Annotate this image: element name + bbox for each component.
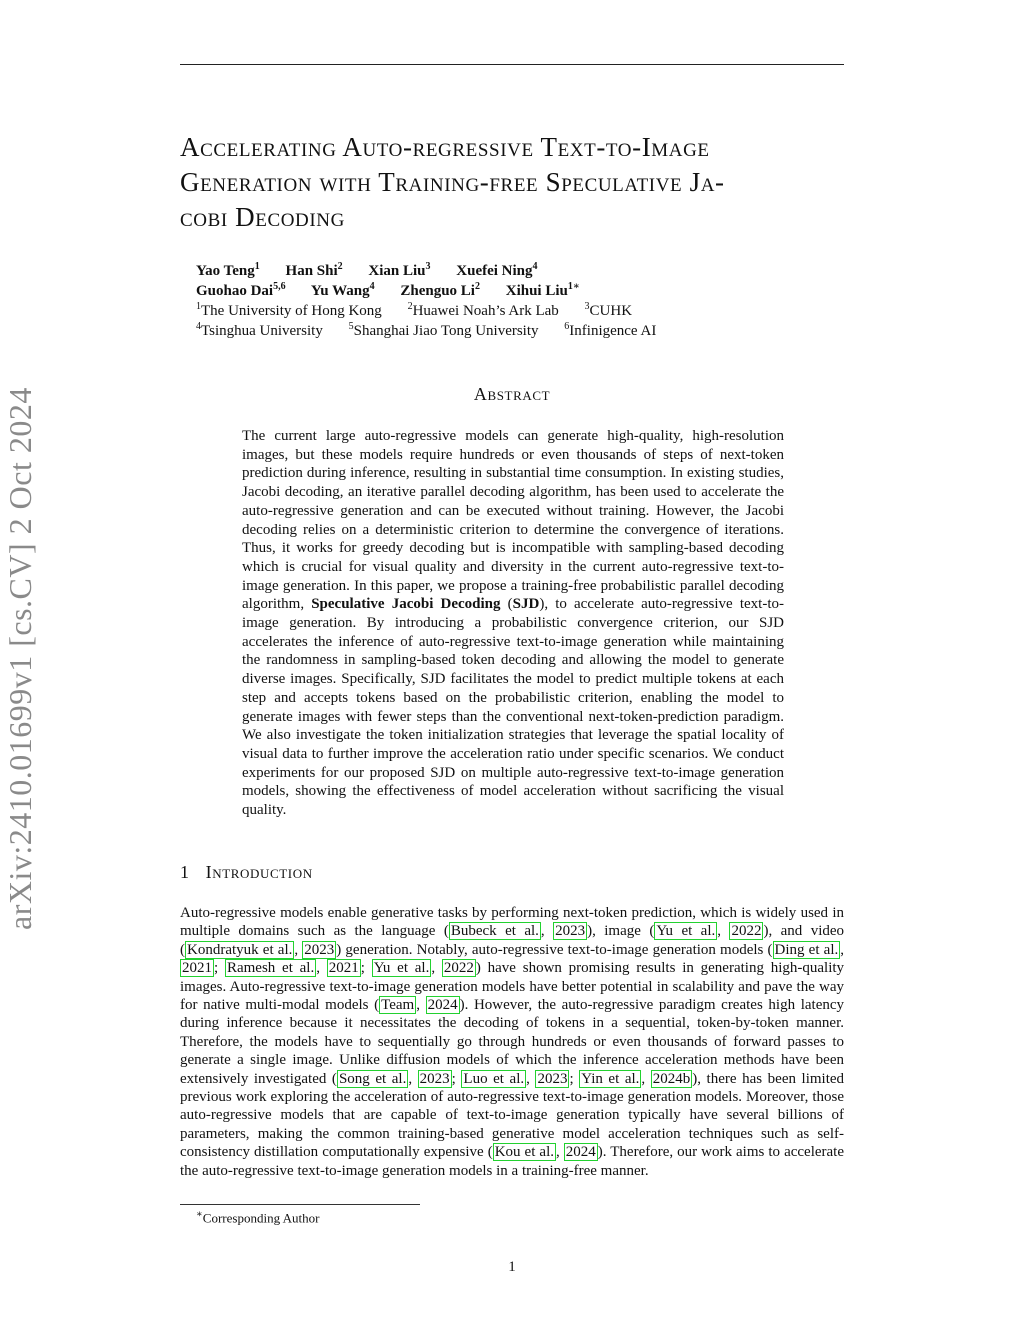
citation-year-link[interactable]: 2022 <box>443 960 474 977</box>
author: Xuefei Ning$^4$ <box>456 261 538 279</box>
citation-link[interactable]: Ding et al. <box>774 941 839 958</box>
affiliations-line-1 <box>196 301 654 320</box>
affiliation: $^1$The University of Hong Kong <box>196 301 382 319</box>
page-number: 1 <box>508 1259 516 1275</box>
affiliation: $^6$Infinigence AI <box>564 321 657 339</box>
title-line-2: Generation with Training-free Speculative Ja- <box>180 167 725 197</box>
citation-year-link[interactable]: 2023 <box>537 1070 568 1087</box>
section-number: 1 <box>180 862 190 882</box>
author: Zhenguo Li$^2$ <box>400 281 480 299</box>
author: Xian Liu$^3$ <box>368 261 431 279</box>
method-name: Speculative Jacobi Decoding <box>311 596 501 613</box>
author: Guohao Dai$^{5,6}$ <box>196 281 286 299</box>
method-abbr: SJD <box>512 596 540 613</box>
author: Han Shi$^2$ <box>285 261 343 279</box>
author: Yu Wang$^4$ <box>310 281 375 299</box>
authors-line-1 <box>196 261 560 280</box>
citation-year-link[interactable]: 2021 <box>182 960 212 977</box>
intro-body: Auto-regressive models enable generative tasks by performing next-token prediction, which is widely used in multiple domains such as the language ( Bubeck et al. , 2023 ), image ( Yu et al. , 2022 ), and video ( Kondratyuk et al. , 2023 ) generation. Notably, auto-regressive text-to-image generation models ( Ding et al. , 2021 ; Ramesh et al. , 2021 ; Yu et al. , 2022 ) have shown promising results in generating high-quality images. Auto-regressive text-to-image generation models have better potential in scalability and pave the way for native multi-modal models ( Team , 2024 ). However, the auto-regressive paradigm creates high latency during inference because it necessitates the decoding of tokens in a sequential, token-by-token manner. Therefore, the models have to sequentially go through hundreds or even thousands of forward passes to generate a single image. Unlike diffusion models of which the inference acceleration methods have been extensively investigated ( Song et al. , 2023 ; Luo et al. , 2023 ; Yin et al. , 2024b ), there has been limited previous work exploring the acceleration of auto-regressive text-to-image generation models. Moreover, those auto-regressive models that are capable of text-to-image generation typically have several billions of parameters, making the common training-based generative model acceleration techniques such as self-consistency distillation computationally expensive ( Kou et al. , 2024 ). Therefore, our work aims to accelerate the auto-regressive text-to-image generation models in a training-free manner. <box>180 905 845 1179</box>
citation-link[interactable]: Kou et al. <box>494 1144 554 1161</box>
abstract-body: The current large auto-regressive models can generate high-quality, high-resolution images, but these models require hundreds or even thousands of steps of next-token prediction during inference, resulting in substantial time consumption. In existing studies, Jacobi decoding, an iterative parallel decoding algorithm, has been used to accelerate the auto-regressive generation and can be executed without training. However, the Jacobi decoding relies on a deterministic criterion to determine the convergence of iterations. Thus, it works for greedy decoding but is incompatible with sampling-based decoding which is crucial for visual quality and diversity in the current auto-regressive text-to-image generation. In this paper, we propose a training-free probabilistic parallel decoding algorithm, Speculative Jacobi Decoding (SJD), to accelerate auto-regressive text-to-image generation. By introducing a probabilistic convergence criterion, our SJD accelerates the inference of auto-regressive text-to-image generation while maintaining the randomness in sampling-based token decoding and allowing the model to generate diverse images. Specifically, SJD facilitates the model to predict multiple tokens at each step and accepts tokens based on the probabilistic criterion, enabling the model to generate images with fewer steps than the conventional next-token-prediction paradigm. We also investigate the token initialization strategies that leverage the spatial locality of visual data to further improve the acceleration ratio under specific scenarios. We conduct experiments for our proposed SJD on multiple auto-regressive text-to-image generation models, showing the effectiveness of model acceleration without sacrificing the visual quality. <box>242 428 785 819</box>
citation-link[interactable]: Luo et al. <box>463 1070 525 1087</box>
citation-year-link[interactable]: 2021 <box>328 960 359 977</box>
affiliation: $^3$CUHK <box>584 301 633 319</box>
citation-link[interactable]: Kondratyuk et al. <box>187 941 293 958</box>
section-title: Introduction <box>205 862 313 882</box>
author: Xihui Liu$^{1∗}$ <box>505 281 580 299</box>
arxiv-stamp: arXiv:2410.01699v1 [cs.CV] 2 Oct 2024 <box>2 387 38 930</box>
footnote: ∗Corresponding Author <box>196 1209 320 1226</box>
intro-heading <box>180 862 313 883</box>
affiliation: $^2$Huawei Noah’s Ark Lab <box>407 301 559 319</box>
citation-link[interactable]: Yu et al. <box>656 923 716 940</box>
citation-year-link[interactable]: 2024 <box>427 997 458 1014</box>
title-line-3: cobi Decoding <box>180 202 345 232</box>
citation-link[interactable]: Song et al. <box>338 1070 407 1087</box>
paper-title <box>180 130 860 235</box>
author: Yao Teng$^1$ <box>196 261 260 279</box>
affiliation: $^5$Shanghai Jiao Tong University <box>348 321 539 339</box>
affiliations-line-2 <box>196 321 678 340</box>
citation-year-link[interactable]: 2023 <box>555 923 586 940</box>
affiliation: $^4$Tsinghua University <box>196 321 323 339</box>
title-line-1: Accelerating Auto-regressive Text-to-Image <box>180 132 710 162</box>
citation-year-link[interactable]: 2024 <box>565 1144 596 1161</box>
citation-year-link[interactable]: 2024b <box>652 1070 691 1087</box>
citation-link[interactable]: Yu et al. <box>373 960 430 977</box>
citation-year-link[interactable]: 2022 <box>731 923 762 940</box>
footnote-rule <box>180 1204 420 1205</box>
citation-link[interactable]: Ramesh et al. <box>226 960 315 977</box>
authors-line-2 <box>196 281 602 300</box>
citation-link[interactable]: Yin et al. <box>581 1070 640 1087</box>
citation-link[interactable]: Bubeck et al. <box>450 923 539 940</box>
top-rule <box>180 64 844 65</box>
citation-year-link[interactable]: 2023 <box>419 1070 450 1087</box>
citation-year-link[interactable]: 2023 <box>304 941 335 958</box>
citation-link[interactable]: Team <box>381 997 415 1014</box>
abstract-heading: Abstract <box>473 384 551 404</box>
